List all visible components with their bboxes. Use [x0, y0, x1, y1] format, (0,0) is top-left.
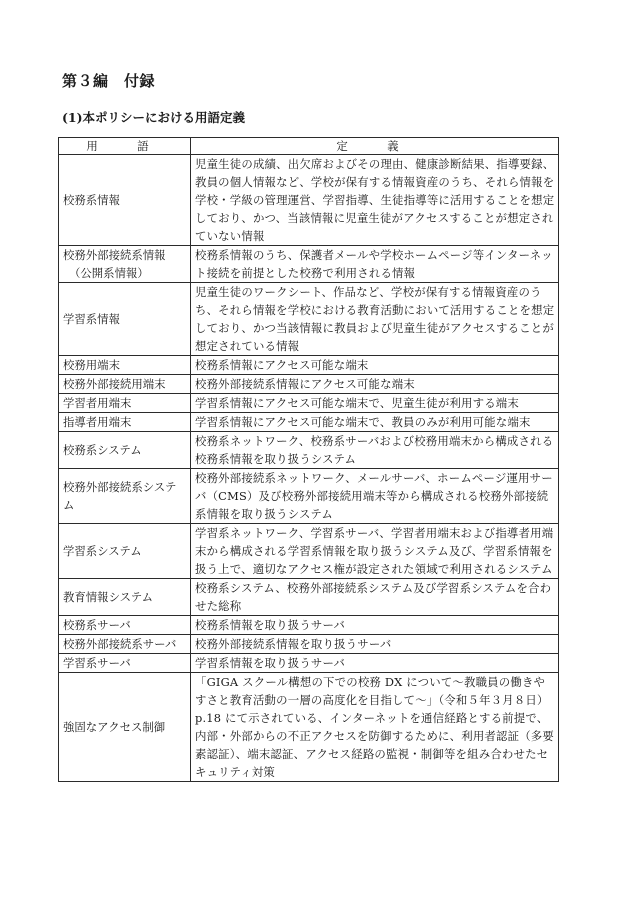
term-cell — [59, 155, 191, 246]
table-row — [59, 155, 559, 246]
term-cell — [59, 356, 191, 375]
term-sublabel: （公開系情報） — [69, 266, 149, 280]
definition-cell: 校務系ネットワーク、校務系サーバおよび校務用端末から構成される校務系情報を取り扱うシステム — [191, 432, 559, 469]
definition-cell: 校務外部接続系情報を取り扱うサーバ — [191, 635, 559, 654]
term-cell — [59, 283, 191, 356]
term-cell — [59, 616, 191, 635]
term-label: 校務外部接続系情報 — [63, 248, 166, 262]
table-row — [59, 654, 559, 673]
term-label: 強固なアクセス制御 — [63, 720, 166, 734]
term-label: 校務用端末 — [63, 358, 120, 372]
definition-cell: 児童生徒の成績、出欠席およびその理由、健康診断結果、指導要録、教員の個人情報など、学校が保有する情報資産のうち、それら情報を学校・学級の管理運営、学習指導、生徒指導等に活用することを想定しており、かつ、当該情報に児童生徒がアクセスすることが想定されていない情報 — [191, 155, 559, 246]
table-row — [59, 246, 559, 283]
term-label: 指導者用端末 — [63, 415, 132, 429]
definition-cell: 学習系情報にアクセス可能な端末で、教員のみが利用可能な端末 — [191, 413, 559, 432]
table-row — [59, 616, 559, 635]
table-row — [59, 579, 559, 616]
table-row — [59, 432, 559, 469]
definition-cell: 学習系情報にアクセス可能な端末で、児童生徒が利用する端末 — [191, 394, 559, 413]
table-row — [59, 413, 559, 432]
table-row — [59, 635, 559, 654]
term-cell — [59, 635, 191, 654]
term-cell — [59, 246, 191, 283]
term-cell — [59, 673, 191, 782]
header-definition: 定 義 — [191, 138, 559, 155]
table-row — [59, 469, 559, 524]
definition-cell: 校務外部接続系情報にアクセス可能な端末 — [191, 375, 559, 394]
term-label: 教育情報システム — [63, 590, 153, 604]
term-label: 校務外部接続用端末 — [63, 377, 166, 391]
term-cell — [59, 432, 191, 469]
definition-cell: 校務系情報を取り扱うサーバ — [191, 616, 559, 635]
definition-cell: 学習系情報を取り扱うサーバ — [191, 654, 559, 673]
term-cell — [59, 654, 191, 673]
term-label: 校務系情報 — [63, 193, 120, 207]
term-label: 学習系サーバ — [63, 656, 131, 670]
definition-cell: 学習系ネットワーク、学習系サーバ、学習者用端末および指導者用端末から構成される学習系情報を取り扱うシステム及び、学習系情報を扱う上で、適切なアクセス権が設定された領域で利用されるシステム — [191, 524, 559, 579]
table-row — [59, 394, 559, 413]
section-title: (1)本ポリシーにおける用語定義 — [62, 110, 246, 125]
table-row — [59, 356, 559, 375]
term-label: 校務外部接続系システム — [63, 480, 177, 512]
term-cell — [59, 579, 191, 616]
definition-cell: 校務系システム、校務外部接続系システム及び学習系システムを合わせた総称 — [191, 579, 559, 616]
part-title: 第３編 付録 — [62, 72, 156, 90]
definition-cell: 校務外部接続系ネットワーク、メールサーバ、ホームページ運用サーバ（CMS）及び校務外部接続用端末等から構成される校務外部接続系情報を取り扱うシステム — [191, 469, 559, 524]
term-cell — [59, 394, 191, 413]
term-label: 学習系情報 — [63, 312, 120, 326]
term-label: 校務系システム — [63, 443, 142, 457]
table-row — [59, 375, 559, 394]
term-cell — [59, 375, 191, 394]
term-label: 学習系システム — [63, 544, 142, 558]
glossary-body — [59, 155, 559, 782]
table-row — [59, 673, 559, 782]
header-term: 用 語 — [59, 138, 191, 155]
glossary-table — [58, 137, 559, 782]
term-cell — [59, 469, 191, 524]
term-label: 校務外部接続系サーバ — [63, 637, 177, 651]
table-row — [59, 524, 559, 579]
table-header-row — [59, 138, 559, 155]
table-row — [59, 283, 559, 356]
definition-cell: 校務系情報にアクセス可能な端末 — [191, 356, 559, 375]
term-label: 校務系サーバ — [63, 618, 131, 632]
definition-cell: 校務系情報のうち、保護者メールや学校ホームページ等インターネット接続を前提とした校務で利用される情報 — [191, 246, 559, 283]
definition-cell: 児童生徒のワークシート、作品など、学校が保有する情報資産のうち、それら情報を学校における教育活動において活用することを想定しており、かつ当該情報に教員および児童生徒がアクセスすることが想定されている情報 — [191, 283, 559, 356]
definition-cell: 「GIGA スクール構想の下での校務 DX について～教職員の働きやすさと教育活動の一層の高度化を目指して～」（令和５年３月８日）p.18 にて示されている、インターネットを通信経路とする前提で、内部・外部からの不正アクセスを防御するために、利用者認証（多要素認証）、端末認証、アクセス経路の監視・制御等を組み合わせたセキュリティ対策 — [191, 673, 559, 782]
term-cell — [59, 413, 191, 432]
term-cell — [59, 524, 191, 579]
term-label: 学習者用端末 — [63, 396, 132, 410]
